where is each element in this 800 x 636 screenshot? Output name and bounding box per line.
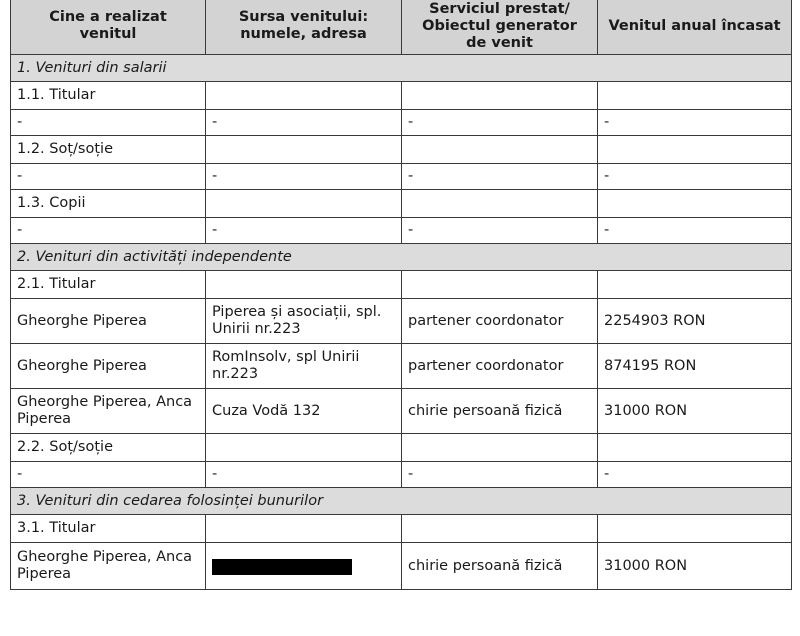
subsection-label: 2.1. Titular <box>11 271 206 299</box>
cell-who: - <box>11 164 206 190</box>
subsection-label: 1.1. Titular <box>11 82 206 110</box>
subsection-row <box>11 136 792 164</box>
table-row <box>11 543 792 590</box>
cell-income: 31000 RON <box>598 543 792 590</box>
cell-source <box>206 543 402 590</box>
cell-source: - <box>206 462 402 488</box>
cell-income: 874195 RON <box>598 344 792 389</box>
table-row <box>11 462 792 488</box>
subsection-row <box>11 82 792 110</box>
cell-service: partener coordonator <box>402 344 598 389</box>
header-who: Cine a realizat venitul <box>11 0 206 55</box>
cell-who: Gheorghe Piperea, Anca Piperea <box>11 389 206 434</box>
header-source: Sursa venitului: numele, adresa <box>206 0 402 55</box>
header-service: Serviciul prestat/ Obiectul generator de venit <box>402 0 598 55</box>
subsection-row <box>11 190 792 218</box>
cell-service: - <box>402 110 598 136</box>
subsection-label: 1.2. Soț/soție <box>11 136 206 164</box>
cell-service: partener coordonator <box>402 299 598 344</box>
cell-income: - <box>598 110 792 136</box>
cell-service: - <box>402 218 598 244</box>
cell-who: Gheorghe Piperea, Anca Piperea <box>11 543 206 590</box>
income-table <box>10 0 792 590</box>
table-row <box>11 344 792 389</box>
cell-source: Piperea și asociații, spl. Unirii nr.223 <box>206 299 402 344</box>
section-row <box>11 488 792 515</box>
section-label: 3. Venituri din cedarea folosinței bunurilor <box>11 488 792 515</box>
cell-source: - <box>206 218 402 244</box>
cell-income: 31000 RON <box>598 389 792 434</box>
table-row <box>11 218 792 244</box>
cell-service: chirie persoană fizică <box>402 543 598 590</box>
cell-source: - <box>206 164 402 190</box>
subsection-row <box>11 515 792 543</box>
cell-income: 2254903 RON <box>598 299 792 344</box>
cell-who: - <box>11 110 206 136</box>
table-row <box>11 389 792 434</box>
cell-income: - <box>598 462 792 488</box>
cell-service: - <box>402 462 598 488</box>
subsection-label: 3.1. Titular <box>11 515 206 543</box>
redaction-bar <box>212 559 352 575</box>
cell-who: Gheorghe Piperea <box>11 344 206 389</box>
table-row <box>11 164 792 190</box>
section-label: 1. Venituri din salarii <box>11 55 792 82</box>
cell-source: Cuza Vodă 132 <box>206 389 402 434</box>
header-income: Venitul anual încasat <box>598 0 792 55</box>
subsection-label: 1.3. Copii <box>11 190 206 218</box>
section-row <box>11 244 792 271</box>
cell-who: - <box>11 462 206 488</box>
cell-who: - <box>11 218 206 244</box>
cell-service: chirie persoană fizică <box>402 389 598 434</box>
subsection-row <box>11 271 792 299</box>
table-row <box>11 110 792 136</box>
cell-who: Gheorghe Piperea <box>11 299 206 344</box>
table-row <box>11 299 792 344</box>
subsection-label: 2.2. Soț/soție <box>11 434 206 462</box>
section-label: 2. Venituri din activități independente <box>11 244 792 271</box>
cell-service: - <box>402 164 598 190</box>
cell-income: - <box>598 164 792 190</box>
header-row <box>11 0 792 55</box>
section-row <box>11 55 792 82</box>
cell-source: RomInsolv, spl Unirii nr.223 <box>206 344 402 389</box>
cell-income: - <box>598 218 792 244</box>
cell-source: - <box>206 110 402 136</box>
subsection-row <box>11 434 792 462</box>
